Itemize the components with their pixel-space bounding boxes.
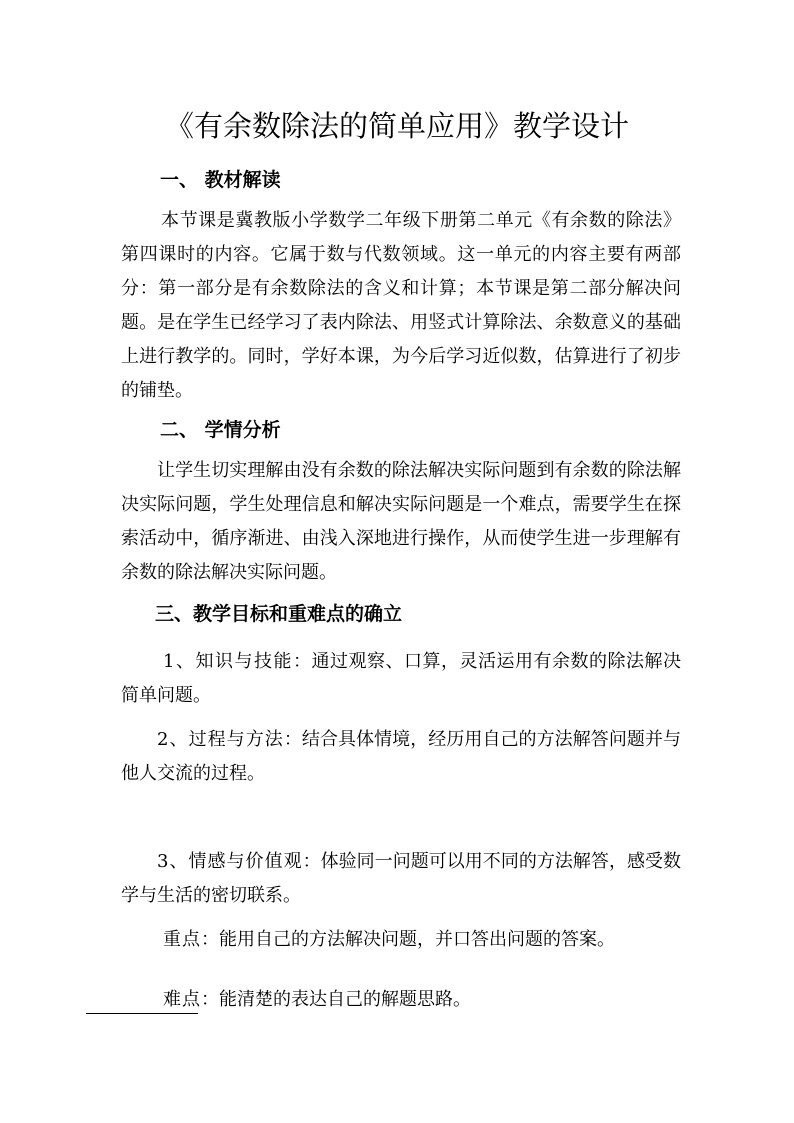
key-point-text: ：能用自己的方法解决问题，并口答出问题的答案。 — [201, 929, 615, 950]
goal-knowledge-skills — [121, 645, 681, 713]
key-point — [121, 923, 681, 957]
goal-process-method — [121, 723, 681, 791]
key-point-label: 重点 — [163, 929, 201, 950]
section-heading-learner-analysis: 二、 学情分析 — [160, 419, 281, 441]
section-heading-textbook: 一、 教材解读 — [160, 169, 281, 191]
goal-text: ：体验同一问题可以用不同的方法解答，感受数学与生活的密切联系。 — [121, 851, 681, 906]
difficult-point — [121, 983, 681, 1017]
goal-text: ：结合具体情境，经历用自己的方法解答问题并与他人交流的过程。 — [121, 729, 682, 784]
difficult-point-label: 难点 — [163, 989, 201, 1010]
goal-label: 2、过程与方法 — [157, 729, 284, 750]
goal-label: 3、情感与价值观 — [157, 851, 303, 872]
section-heading-goals: 三、教学目标和重难点的确立 — [155, 603, 403, 625]
goal-emotion-values — [121, 845, 681, 913]
paragraph-textbook: 本节课是冀教版小学数学二年级下册第二单元《有余数的除法》第四课时的内容。它属于数与代数领域。这一单元的内容主要有两部分：第一部分是有余数除法的含义和计算；本节课是第二部分解决问题。是在学生已经学习了表内除法、用竖式计算除法、余数意义的基础上进行教学的。同时，学好本课，为今后学习近似数，估算进行了初步的铺垫。 — [121, 210, 681, 401]
difficult-point-text: ：能清楚的表达自己的解题思路。 — [201, 989, 471, 1010]
goal-text: ：通过观察、口算，灵活运用有余数的除法解决简单问题。 — [121, 651, 682, 706]
footnote-divider — [86, 1013, 198, 1014]
document-title: 《有余数除法的简单应用》教学设计 — [164, 109, 629, 143]
goal-label: 1、知识与技能 — [163, 651, 293, 672]
paragraph-learner-analysis: 让学生切实理解由没有余数的除法解决实际问题到有余数的除法解决实际问题，学生处理信息和解决实际问题是一个难点，需要学生在探索活动中，循序渐进、由浅入深地进行操作，从而使学生进一步理解有余数的除法解决实际问题。 — [121, 460, 681, 583]
